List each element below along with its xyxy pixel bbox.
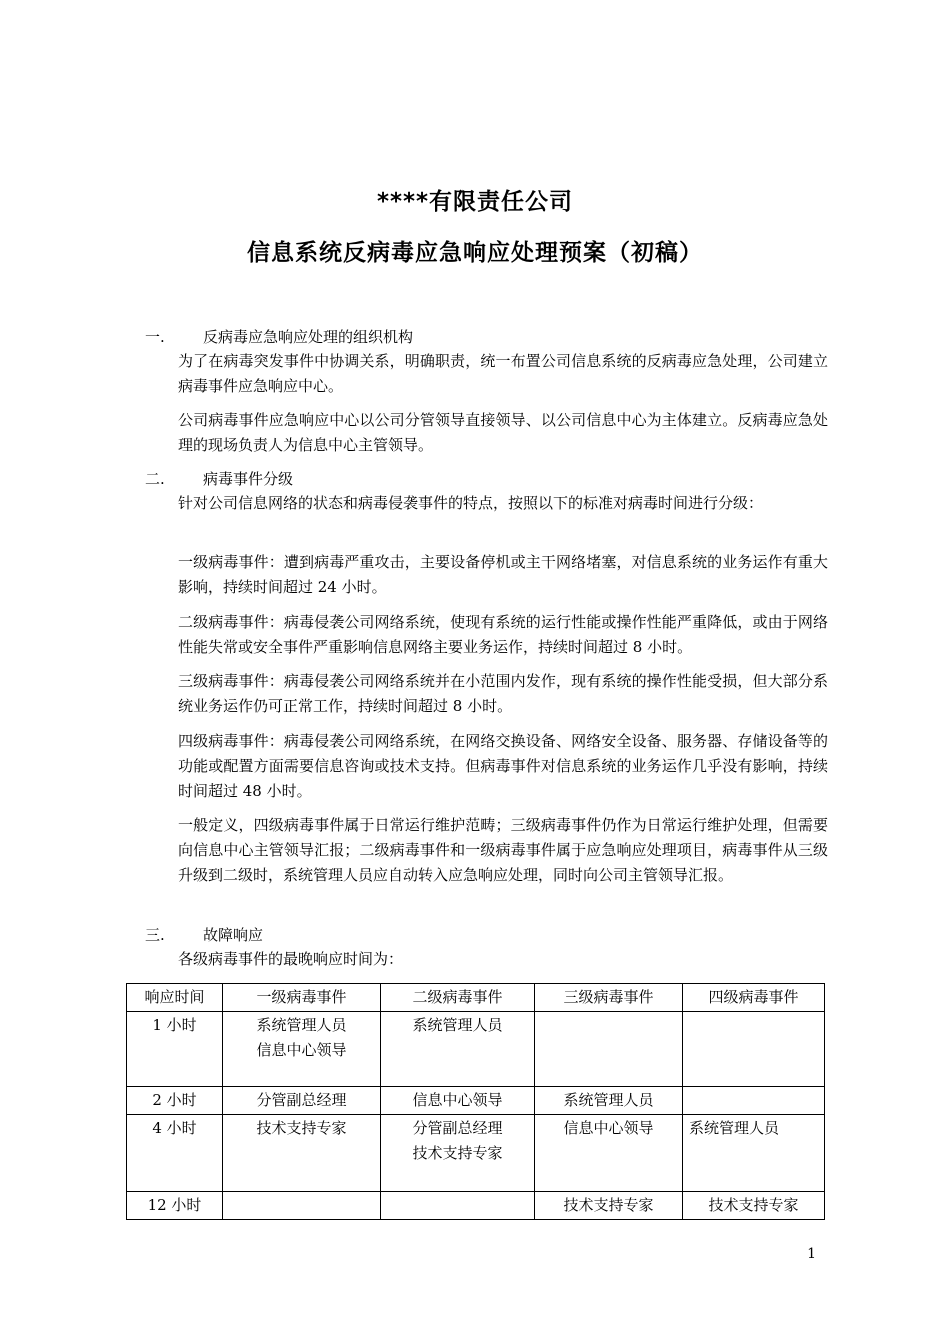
table-cell: 技术支持专家: [223, 1115, 381, 1192]
table-cell: 技术支持专家: [535, 1192, 683, 1220]
paragraph: 针对公司信息网络的状态和病毒侵袭事件的特点，按照以下的标准对病毒时间进行分级：: [178, 494, 764, 512]
table-cell: [223, 1012, 381, 1087]
table-cell: 系统管理人员: [683, 1115, 825, 1192]
paragraph: 为了在病毒突发事件中协调关系，明确职责，统一布置公司信息系统的反病毒应急处理，公司建立病毒事件应急响应中心。: [178, 352, 828, 395]
section-title: 病毒事件分级: [203, 470, 294, 488]
table-header-cell: 一级病毒事件: [223, 984, 381, 1012]
table-cell: 技术支持专家: [683, 1192, 825, 1220]
table-cell: [683, 1012, 825, 1087]
table-cell: 信息中心领导: [535, 1115, 683, 1192]
table-cell: 系统管理人员: [535, 1087, 683, 1115]
table-header-cell: 三级病毒事件: [535, 984, 683, 1012]
table-cell: [223, 1192, 381, 1220]
page-number: 1: [807, 1246, 816, 1262]
section-heading: [145, 923, 263, 947]
section-number: 一.: [145, 328, 165, 346]
cell-line: 技术支持专家: [412, 1144, 503, 1162]
table-cell: [381, 1115, 535, 1192]
table-row: [127, 1012, 825, 1087]
table-cell: 分管副总经理: [223, 1087, 381, 1115]
table-cell: 系统管理人员: [381, 1012, 535, 1087]
paragraph: 二级病毒事件：病毒侵袭公司网络系统，使现有系统的运行性能或操作性能严重降低，或由于网络性能失常或安全事件严重影响信息网络主要业务运作，持续时间超过 8 小时。: [178, 613, 828, 656]
paragraph: 一般定义，四级病毒事件属于日常运行维护范畴；三级病毒事件仍作为日常运行维护处理，但需要向信息中心主管领导汇报；二级病毒事件和一级病毒事件属于应急响应处理项目，病毒事件从三级升级到二级时，系统管理人员应自动转入应急响应处理，同时向公司主管领导汇报。: [178, 816, 828, 884]
cell-line: 系统管理人员: [256, 1016, 347, 1034]
cell-line: 分管副总经理: [412, 1119, 503, 1137]
section-title: 故障响应: [203, 926, 264, 944]
section-title: 反病毒应急响应处理的组织机构: [203, 328, 414, 346]
table-header-cell: 四级病毒事件: [683, 984, 825, 1012]
table-header-row: [127, 984, 825, 1012]
paragraph: 公司病毒事件应急响应中心以公司分管领导直接领导、以公司信息中心为主体建立。反病毒应急处理的现场负责人为信息中心主管领导。: [178, 411, 828, 454]
table-cell: [381, 1192, 535, 1220]
paragraph: 一级病毒事件：遭到病毒严重攻击，主要设备停机或主干网络堵塞，对信息系统的业务运作有重大影响，持续时间超过 24 小时。: [178, 553, 828, 596]
table-row: [127, 1115, 825, 1192]
section-heading: [145, 467, 293, 491]
company-title: ****有限责任公司: [376, 189, 574, 215]
response-time-table: [126, 983, 825, 1220]
table-cell: [683, 1087, 825, 1115]
table-header-cell: 响应时间: [127, 984, 223, 1012]
table-row: [127, 1192, 825, 1220]
table-cell: [535, 1012, 683, 1087]
table-header-cell: 二级病毒事件: [381, 984, 535, 1012]
table-cell: 1 小时: [127, 1012, 223, 1087]
cell-line: 信息中心领导: [256, 1041, 347, 1059]
table-cell: 12 小时: [127, 1192, 223, 1220]
paragraph: 四级病毒事件：病毒侵袭公司网络系统，在网络交换设备、网络安全设备、服务器、存储设备等的功能或配置方面需要信息咨询或技术支持。但病毒事件对信息系统的业务运作几乎没有影响，持续时间超过 48 小时。: [178, 732, 828, 800]
table-cell: 4 小时: [127, 1115, 223, 1192]
paragraph: 各级病毒事件的最晚响应时间为：: [178, 950, 404, 968]
document-title: 信息系统反病毒应急响应处理预案（初稿）: [247, 240, 703, 266]
table-cell: 2 小时: [127, 1087, 223, 1115]
section-number: 二.: [145, 470, 165, 488]
section-heading: [145, 325, 413, 349]
paragraph: 三级病毒事件：病毒侵袭公司网络系统并在小范围内发作，现有系统的操作性能受损，但大部分系统业务运作仍可正常工作，持续时间超过 8 小时。: [178, 672, 828, 715]
table-row: [127, 1087, 825, 1115]
table-cell: 信息中心领导: [381, 1087, 535, 1115]
section-number: 三.: [145, 926, 165, 944]
